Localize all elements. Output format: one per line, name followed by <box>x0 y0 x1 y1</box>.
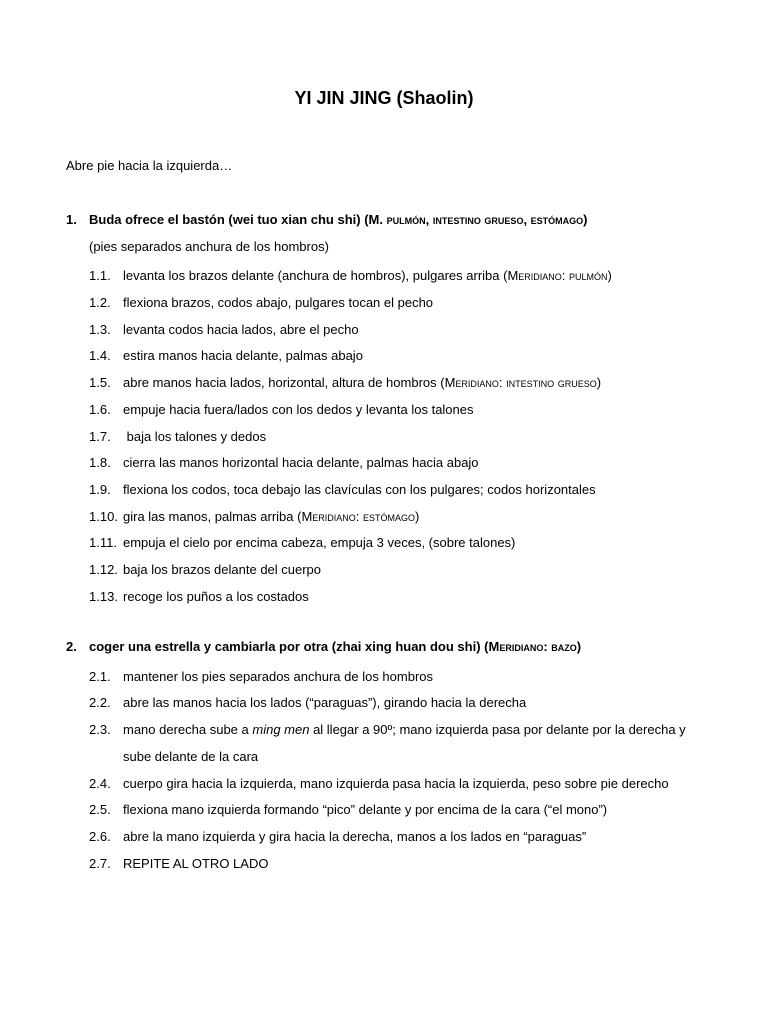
item-number: 2.4. <box>89 775 111 791</box>
list-item <box>66 370 706 397</box>
item-number: 1.2. <box>89 295 111 311</box>
item-number: 2.1. <box>89 668 111 684</box>
section-heading <box>66 637 706 664</box>
item-text: abre las manos hacia los lados (“paraguas”), girando hacia la derecha <box>123 695 527 711</box>
item-text: estira manos hacia delante, palmas abajo <box>123 348 363 364</box>
item-text: REPITE AL OTRO LADO <box>123 855 269 871</box>
section-2 <box>66 637 706 877</box>
meridian-note: Meridiano: estómago <box>301 508 416 524</box>
item-number: 2.7. <box>89 855 111 871</box>
list-item <box>66 450 706 477</box>
item-text: mano derecha sube a ming men al llegar a 90º; mano izquierda pasa por delante por la derecha y sube delante de la cara <box>123 722 686 764</box>
list-item <box>66 557 706 584</box>
item-text: baja los talones y dedos <box>123 428 267 444</box>
item-number: 1.3. <box>89 321 111 337</box>
item-number: 1.5. <box>89 375 111 391</box>
section-number: 2. <box>66 639 77 654</box>
list-item <box>66 477 706 504</box>
item-text: recoge los puños a los costados <box>123 588 309 604</box>
intro-text: Abre pie hacia la izquierda… <box>66 158 233 173</box>
item-number: 1.11. <box>89 535 117 551</box>
item-number: 1.8. <box>89 455 111 471</box>
item-number: 1.1. <box>89 268 111 284</box>
item-text: abre manos hacia lados, horizontal, altura de hombros (Meridiano: intestino grueso) <box>123 375 602 391</box>
section-subtitle: (pies separados anchura de los hombros) <box>89 238 329 254</box>
item-text: levanta codos hacia lados, abre el pecho <box>123 321 359 337</box>
item-text: flexiona brazos, codos abajo, pulgares tocan el pecho <box>123 295 434 311</box>
section-title: coger una estrella y cambiarla por otra (zhai xing huan dou shi) (Meridiano: bazo) <box>89 639 582 654</box>
section-1 <box>66 210 706 611</box>
section-title: Buda ofrece el bastón (wei tuo xian chu shi) (M. pulmón, intestino grueso, estómago) <box>89 212 588 227</box>
section-heading <box>66 210 706 237</box>
item-number: 2.2. <box>89 695 111 711</box>
list-item <box>66 690 706 717</box>
item-number: 1.13. <box>89 588 118 604</box>
list-item <box>66 504 706 531</box>
meridian-note: Meridiano: intestino grueso <box>444 375 597 391</box>
item-text: mantener los pies separados anchura de los hombros <box>123 668 434 684</box>
list-item <box>66 290 706 317</box>
item-text: abre la mano izquierda y gira hacia la derecha, manos a los lados en “paraguas” <box>123 828 587 844</box>
list-item <box>66 851 706 878</box>
list-item <box>66 343 706 370</box>
item-number: 1.7. <box>89 428 111 444</box>
item-number: 1.4. <box>89 348 111 364</box>
list-item <box>66 317 706 344</box>
meridian-note: Meridiano: pulmón <box>507 268 608 284</box>
item-number: 1.10. <box>89 508 118 524</box>
list-item <box>66 530 706 557</box>
item-text: gira las manos, palmas arriba (Meridiano: estómago) <box>123 508 420 524</box>
item-number: 2.3. <box>89 722 111 738</box>
list-item <box>66 797 706 824</box>
item-text: flexiona mano izquierda formando “pico” delante y por encima de la cara (“el mono”) <box>123 802 608 818</box>
item-text: levanta los brazos delante (anchura de hombros), pulgares arriba (Meridiano: pulmón) <box>123 268 612 284</box>
item-number: 2.5. <box>89 802 111 818</box>
page-title: YI JIN JING (Shaolin) <box>294 88 474 108</box>
emphasis-term: ming men <box>252 722 310 738</box>
item-text: flexiona los codos, toca debajo las clavículas con los pulgares; codos horizontales <box>123 482 596 497</box>
list-item <box>66 584 706 611</box>
item-text: cuerpo gira hacia la izquierda, mano izquierda pasa hacia la izquierda, peso sobre pie derecho <box>123 775 669 791</box>
section-number: 1. <box>66 212 77 227</box>
item-number: 1.6. <box>89 401 111 417</box>
list-item <box>66 424 706 451</box>
list-item <box>66 717 706 770</box>
meridian-note: M. pulmón, intestino grueso, estómago <box>368 212 584 227</box>
list-item <box>66 664 706 691</box>
meridian-note: Meridiano: bazo <box>488 639 577 654</box>
list-item <box>66 824 706 851</box>
item-number: 2.6. <box>89 828 111 844</box>
item-text: empuje hacia fuera/lados con los dedos y levanta los talones <box>123 401 474 417</box>
item-number: 1.12. <box>89 562 118 578</box>
item-text: baja los brazos delante del cuerpo <box>123 562 322 578</box>
list-item <box>66 263 706 290</box>
list-item <box>66 771 706 798</box>
item-text: cierra las manos horizontal hacia delante, palmas hacia abajo <box>123 455 479 471</box>
list-item <box>66 397 706 424</box>
item-text: empuja el cielo por encima cabeza, empuja 3 veces, (sobre talones) <box>123 535 516 551</box>
item-number: 1.9. <box>89 482 111 497</box>
